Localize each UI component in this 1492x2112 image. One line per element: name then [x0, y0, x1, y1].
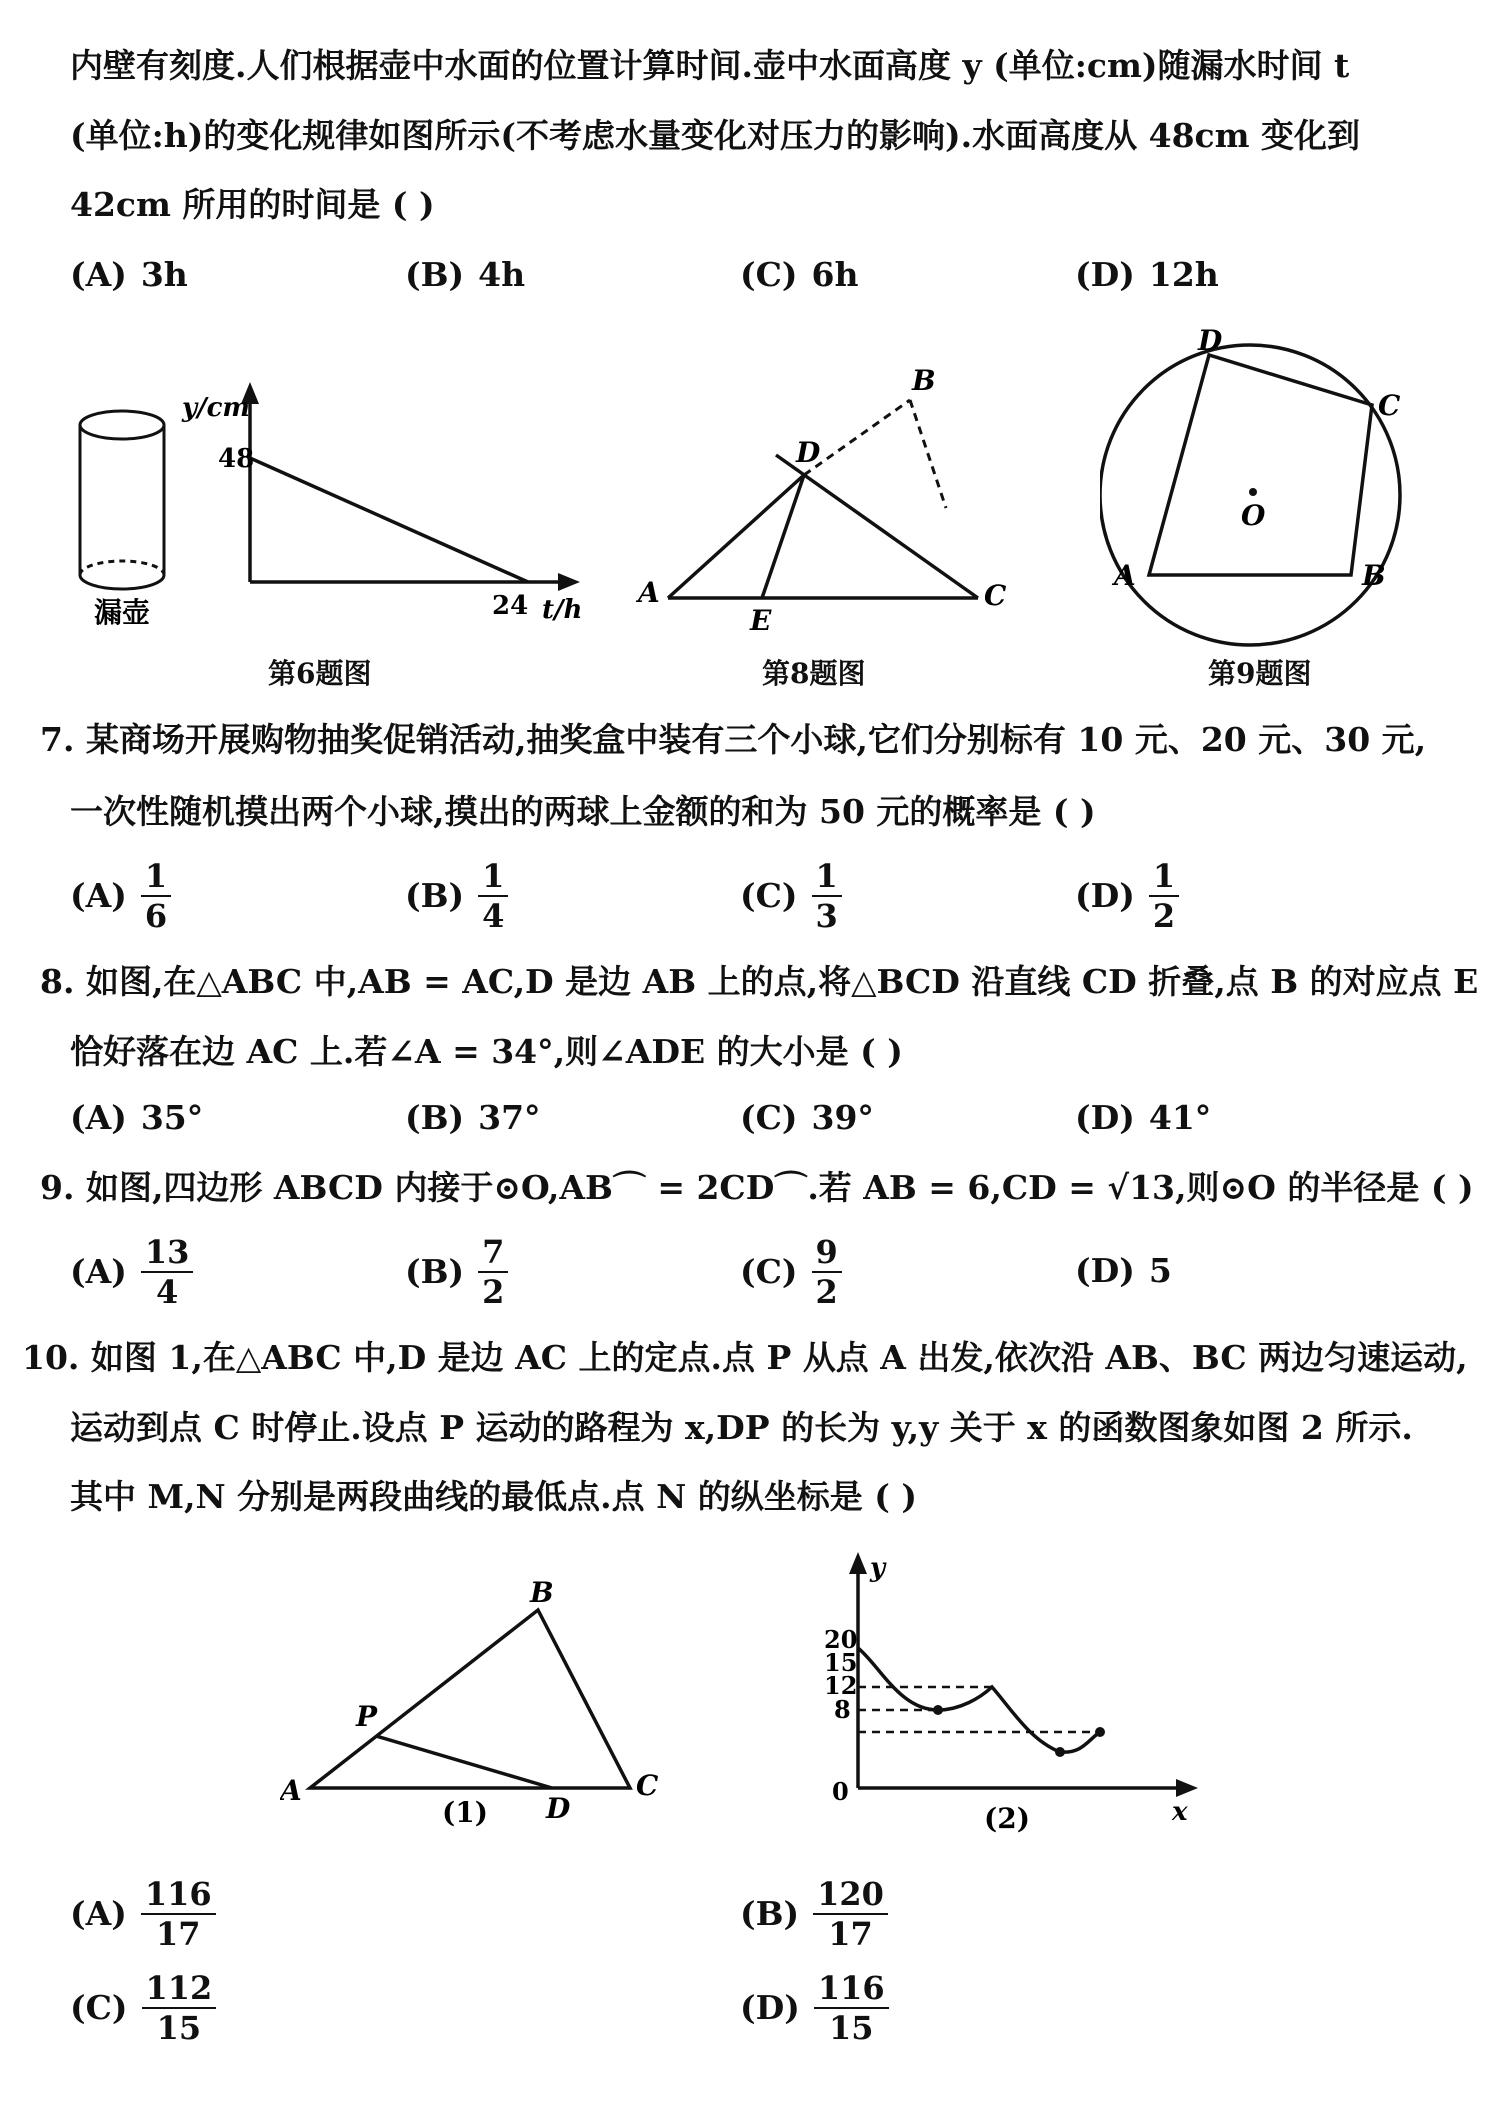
q6-text-line-1: 内壁有刻度.人们根据壶中水面的位置计算时间.壶中水面高度 y (单位:cm)随漏水时间 t: [70, 46, 1350, 85]
q7-text-line-1: 7. 某商场开展购物抽奖促销活动,抽奖盒中装有三个小球,它们分别标有 10 元、20 元、30 元,: [40, 720, 1427, 759]
q9-option-d[interactable]: [1075, 1251, 1172, 1291]
q9-option-a-label: (A): [70, 1252, 127, 1291]
q10-text-line-1: 10. 如图 1,在△ABC 中,D 是边 AC 上的定点.点 P 从点 A 出发,依次沿 AB、BC 两边匀速运动,: [22, 1338, 1468, 1377]
q9-label-a: A: [1114, 559, 1136, 592]
q9-option-b-fraction: $\frac{7}{2}$: [478, 1236, 508, 1308]
q8-label-c: C: [984, 579, 1007, 612]
q10-y-tick-0: 0: [832, 1777, 849, 1806]
q6-option-d-value: 12h: [1148, 255, 1219, 294]
curve-endpoint: [1095, 1727, 1105, 1737]
q8-option-b[interactable]: [405, 1098, 541, 1138]
q6-figure-caption: 第6题图: [268, 657, 372, 690]
q10-x-arrow-icon: [1176, 1779, 1198, 1797]
q10-label-a: A: [280, 1774, 302, 1807]
q8-option-c[interactable]: [740, 1098, 874, 1138]
q10-figure-2-caption: (2): [984, 1802, 1030, 1835]
q6-option-a[interactable]: [70, 255, 188, 295]
q9-option-d-label: (D): [1075, 1251, 1135, 1290]
q9-option-a-fraction: $\frac{13}{4}$: [141, 1236, 194, 1308]
q8-option-b-value: 37°: [478, 1098, 541, 1137]
q8-label-a: A: [638, 576, 660, 609]
q10-option-a[interactable]: [70, 1875, 216, 1953]
q7-option-c-fraction: $\frac{1}{3}$: [812, 860, 842, 932]
q6-option-b-label: (B): [405, 255, 465, 294]
segment-pd: [376, 1736, 552, 1788]
q10-figure-1-caption: (1): [442, 1796, 488, 1829]
segment-bc-dashed: [910, 400, 946, 508]
q6-option-d[interactable]: [1075, 255, 1219, 295]
q9-label-c: C: [1378, 389, 1401, 422]
q10-option-c-fraction: $\frac{112}{15}$: [142, 1972, 217, 2044]
q8-label-b: B: [912, 364, 936, 397]
q10-figure-1: [280, 1570, 680, 1840]
q10-option-b-fraction: $\frac{120}{17}$: [813, 1878, 888, 1950]
q10-dashed-guides: [858, 1687, 1100, 1732]
q10-option-c[interactable]: [70, 1969, 216, 2047]
q10-option-a-label: (A): [70, 1894, 127, 1933]
center-dot: [1249, 488, 1257, 496]
q8-option-a-label: (A): [70, 1098, 127, 1137]
q10-option-d[interactable]: [740, 1969, 889, 2047]
q7-option-b[interactable]: [405, 857, 508, 935]
q7-option-d[interactable]: [1075, 857, 1179, 935]
q8-option-a[interactable]: [70, 1098, 203, 1138]
q9-option-c-fraction: $\frac{9}{2}$: [812, 1236, 842, 1308]
q6-y-axis-label: y/cm: [182, 393, 250, 423]
q8-option-d[interactable]: [1075, 1098, 1211, 1138]
q10-option-a-fraction: $\frac{116}{17}$: [141, 1878, 216, 1950]
q8-label-e: E: [750, 604, 772, 637]
q10-label-c: C: [636, 1769, 659, 1802]
q10-label-b: B: [530, 1576, 554, 1609]
q9-option-c-label: (C): [740, 1252, 798, 1291]
q6-option-a-label: (A): [70, 255, 127, 294]
q8-option-a-value: 35°: [140, 1098, 204, 1137]
q6-option-a-value: 3h: [140, 255, 188, 294]
q7-option-b-label: (B): [405, 876, 465, 915]
q8-text-line-2: 恰好落在边 AC 上.若∠A = 34°,则∠ADE 的大小是 ( ): [70, 1032, 903, 1071]
q6-option-c[interactable]: [740, 255, 858, 295]
q7-option-d-fraction: $\frac{1}{2}$: [1149, 860, 1179, 932]
q6-option-c-label: (C): [740, 255, 798, 294]
q10-text-line-2: 运动到点 C 时停止.设点 P 运动的路程为 x,DP 的长为 y,y 关于 x 的函数图象如图 2 所示.: [70, 1408, 1413, 1447]
q8-option-b-label: (B): [405, 1098, 465, 1137]
triangle-abc: [310, 1610, 630, 1788]
q10-y-tick-8: 8: [834, 1695, 851, 1724]
q9-figure: [1100, 320, 1480, 660]
q7-option-a[interactable]: [70, 857, 171, 935]
q6-x-tick: 24: [492, 591, 529, 621]
q6-text-line-3: 42cm 所用的时间是 ( ): [70, 185, 435, 224]
q10-text-line-3: 其中 M,N 分别是两段曲线的最低点.点 N 的纵坐标是 ( ): [70, 1477, 917, 1516]
q9-label-o: O: [1241, 499, 1266, 532]
vessel-drawing: [80, 411, 164, 589]
q10-y-axis-label: y: [870, 1553, 886, 1583]
q6-x-arrow-icon: [558, 573, 580, 591]
q6-option-b-value: 4h: [478, 255, 526, 294]
q9-option-c[interactable]: [740, 1233, 842, 1311]
q7-option-c[interactable]: [740, 857, 842, 935]
q8-option-c-label: (C): [740, 1098, 798, 1137]
q7-text-line-2: 一次性随机摸出两个小球,摸出的两球上金额的和为 50 元的概率是 ( ): [70, 792, 1096, 831]
q9-text-line-1: 9. 如图,四边形 ABCD 内接于⊙O,AB⌒ = 2CD⌒.若 AB = 6,CD = √13,则⊙O 的半径是 ( ): [40, 1168, 1474, 1207]
q10-y-tick-12: 12: [824, 1671, 858, 1700]
q10-label-p: P: [356, 1700, 378, 1733]
q6-option-c-value: 6h: [811, 255, 859, 294]
q10-option-b[interactable]: [740, 1875, 888, 1953]
q10-y-arrow-icon: [849, 1552, 867, 1574]
q10-x-axis-label: x: [1172, 1797, 1188, 1827]
q7-option-d-label: (D): [1075, 876, 1135, 915]
circle-o: [1100, 345, 1400, 645]
vessel-label: 漏壶: [94, 596, 151, 629]
segment-dc: [776, 455, 978, 598]
point-m: [933, 1705, 943, 1715]
q6-y-tick: 48: [218, 444, 255, 474]
q6-x-axis-label: t/h: [542, 595, 583, 625]
q8-figure: [620, 360, 1040, 640]
q9-option-d-value: 5: [1148, 1251, 1172, 1290]
q7-option-a-fraction: $\frac{1}{6}$: [141, 860, 171, 932]
point-n: [1055, 1747, 1065, 1757]
q6-option-d-label: (D): [1075, 255, 1135, 294]
q10-y-tick-20: 20: [824, 1625, 858, 1654]
q9-label-d: D: [1198, 324, 1223, 357]
q10-label-d: D: [546, 1792, 571, 1825]
q7-option-b-fraction: $\frac{1}{4}$: [478, 860, 508, 932]
q9-option-b[interactable]: [405, 1233, 508, 1311]
q6-graph-line: [250, 458, 528, 582]
q9-figure-caption: 第9题图: [1208, 657, 1312, 690]
q6-figure: [60, 360, 600, 640]
q8-label-d: D: [796, 436, 821, 469]
q10-y-tick-15: 15: [824, 1648, 858, 1677]
quadrilateral-abcd: [1149, 355, 1372, 575]
q9-label-b: B: [1362, 559, 1386, 592]
q8-option-c-value: 39°: [811, 1098, 874, 1137]
q7-option-c-label: (C): [740, 876, 798, 915]
q9-option-b-label: (B): [405, 1252, 465, 1291]
q10-option-d-fraction: $\frac{116}{15}$: [814, 1972, 889, 2044]
q8-text-line-1: 8. 如图,在△ABC 中,AB = AC,D 是边 AB 上的点,将△BCD 沿直线 CD 折叠,点 B 的对应点 E: [40, 962, 1479, 1001]
q8-option-d-label: (D): [1075, 1098, 1135, 1137]
q8-figure-caption: 第8题图: [762, 657, 866, 690]
q10-function-curve: [858, 1648, 1100, 1752]
q9-option-a[interactable]: [70, 1233, 193, 1311]
q10-option-b-label: (B): [740, 1894, 800, 1933]
q6-axes: [250, 400, 565, 582]
q8-option-d-value: 41°: [1148, 1098, 1212, 1137]
q10-option-d-label: (D): [740, 1988, 800, 2027]
q6-option-b[interactable]: [405, 255, 525, 295]
q10-option-c-label: (C): [70, 1988, 128, 2027]
q6-text-line-2: (单位:h)的变化规律如图所示(不考虑水量变化对压力的影响).水面高度从 48cm 变化到: [70, 116, 1361, 155]
q7-option-a-label: (A): [70, 876, 127, 915]
q10-figure-2: [820, 1540, 1220, 1840]
